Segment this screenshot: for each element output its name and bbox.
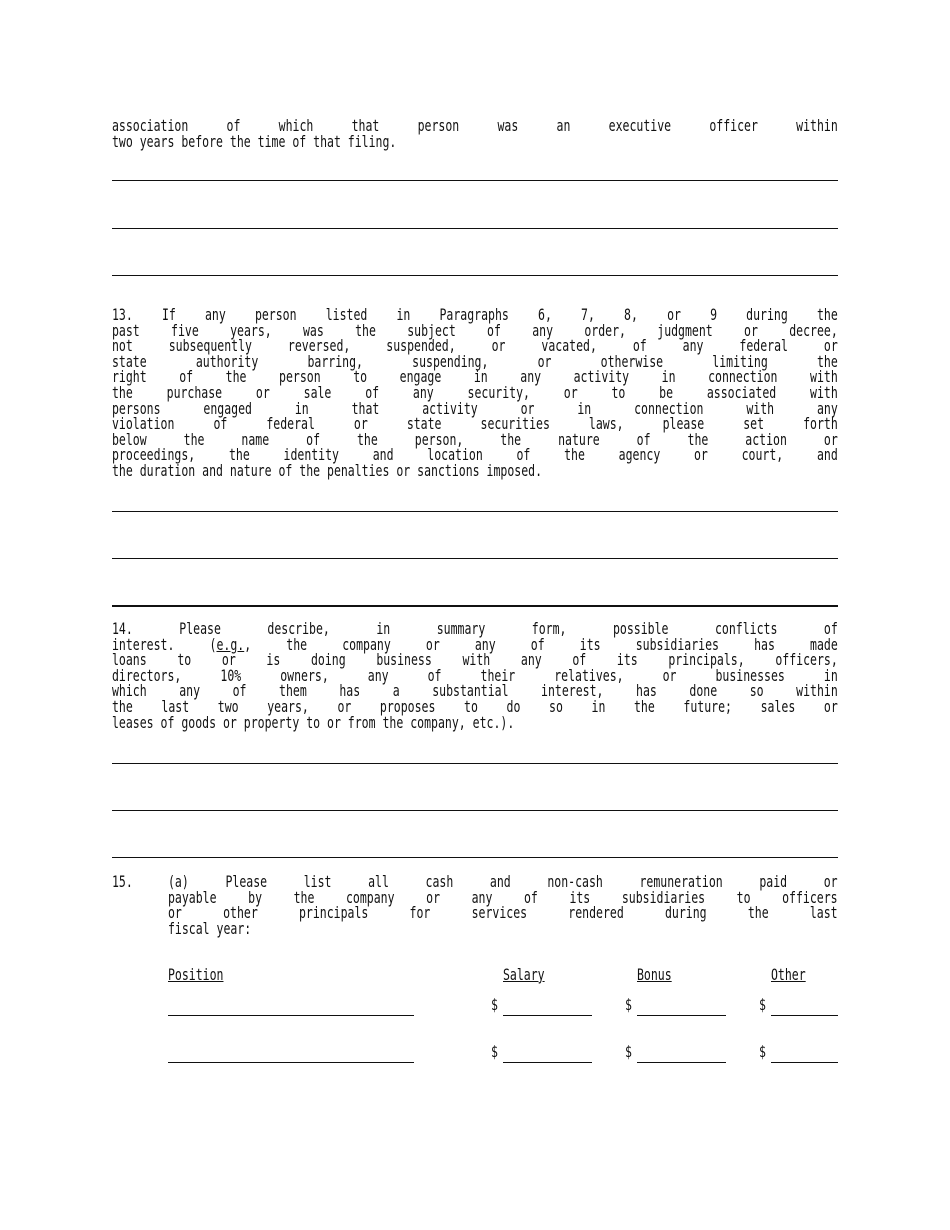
q13-line-3: not subsequently reversed, suspended, or vacated, of any federal or bbox=[112, 336, 838, 356]
answer-line-q14-3[interactable] bbox=[112, 857, 838, 858]
q15-line-2: payable by the company or any of its subsidiaries to officers bbox=[168, 887, 838, 907]
other-field-row-1[interactable] bbox=[771, 1015, 838, 1016]
column-header-position: Position bbox=[168, 965, 224, 984]
q13-line-4: state authority barring, suspending, or otherwise limiting the bbox=[112, 351, 838, 371]
q14-line-3: loans to or is doing business with any of its principals, officers, bbox=[112, 650, 838, 670]
q15-line-4: fiscal year: bbox=[168, 918, 252, 938]
q13-line-2: past five years, was the subject of any order, judgment or decree, bbox=[112, 320, 838, 340]
q13-line-1: 13. If any person listed in Paragraphs 6, 7, 8, or 9 during the bbox=[112, 305, 838, 324]
q15-line-1: (a) Please list all cash and non-cash remuneration paid or bbox=[168, 872, 838, 891]
q13-line-8: violation of federal or state securities laws, please set forth bbox=[112, 414, 838, 434]
answer-line-q13-3[interactable] bbox=[112, 605, 838, 607]
answer-line-intro-2[interactable] bbox=[112, 228, 838, 229]
answer-line-q14-2[interactable] bbox=[112, 810, 838, 811]
bonus-dollar-row-1: $ bbox=[625, 995, 632, 1014]
q13-line-9: below the name of the person, the nature of the action or bbox=[112, 429, 838, 449]
answer-line-intro-3[interactable] bbox=[112, 275, 838, 276]
q13-line-10: proceedings, the identity and location of the agency or court, and bbox=[112, 445, 838, 465]
bonus-dollar-row-2: $ bbox=[625, 1042, 632, 1061]
other-dollar-row-1: $ bbox=[759, 995, 766, 1014]
answer-line-q14-1[interactable] bbox=[112, 763, 838, 764]
question-14-paragraph bbox=[112, 621, 838, 730]
q13-line-11: the duration and nature of the penalties or sanctions imposed. bbox=[112, 460, 543, 480]
position-field-row-2[interactable] bbox=[168, 1062, 414, 1063]
intro-line-1: association of which that person was an executive officer within bbox=[112, 116, 838, 135]
q15-line-3: or other principals for services rendered during the last bbox=[168, 903, 838, 923]
q14-eg: e.g. bbox=[216, 634, 245, 654]
column-header-salary: Salary bbox=[503, 965, 545, 984]
salary-dollar-row-1: $ bbox=[491, 995, 498, 1014]
q14-line-6: the last two years, or proposes to do so in the future; sales or bbox=[112, 696, 838, 716]
answer-line-q13-1[interactable] bbox=[112, 511, 838, 512]
q13-line-5: right of the person to engage in any activity in connection with bbox=[112, 367, 838, 387]
question-15-number: 15. bbox=[112, 872, 133, 891]
q14-line-2-pre: interest. ( bbox=[112, 634, 217, 654]
column-header-other: Other bbox=[771, 965, 806, 984]
q14-line-4: directors, 10% owners, any of their relatives, or businesses in bbox=[112, 665, 838, 685]
bonus-field-row-1[interactable] bbox=[637, 1015, 726, 1016]
question-15-paragraph bbox=[168, 874, 838, 936]
q14-line-1: 14. Please describe, in summary form, possible conflicts of bbox=[112, 619, 838, 638]
bonus-field-row-2[interactable] bbox=[637, 1062, 726, 1063]
intro-line-2: two years before the time of that filing. bbox=[112, 131, 397, 151]
answer-line-intro-1[interactable] bbox=[112, 180, 838, 181]
answer-line-q13-2[interactable] bbox=[112, 558, 838, 559]
other-field-row-2[interactable] bbox=[771, 1062, 838, 1063]
question-13-paragraph bbox=[112, 307, 838, 479]
position-field-row-1[interactable] bbox=[168, 1015, 414, 1016]
other-dollar-row-2: $ bbox=[759, 1042, 766, 1061]
q14-line-7: leases of goods or property to or from the company, etc.). bbox=[112, 712, 515, 732]
intro-paragraph bbox=[112, 118, 838, 149]
salary-field-row-1[interactable] bbox=[503, 1015, 592, 1016]
salary-field-row-2[interactable] bbox=[503, 1062, 592, 1063]
salary-dollar-row-2: $ bbox=[491, 1042, 498, 1061]
q13-line-7: persons engaged in that activity or in connection with any bbox=[112, 398, 838, 418]
column-header-bonus: Bonus bbox=[637, 965, 672, 984]
q13-line-6: the purchase or sale of any security, or to be associated with bbox=[112, 382, 838, 402]
q14-line-5: which any of them has a substantial interest, has done so within bbox=[112, 681, 838, 701]
q14-line-2-post: , the company or any of its subsidiaries has made bbox=[244, 634, 838, 654]
